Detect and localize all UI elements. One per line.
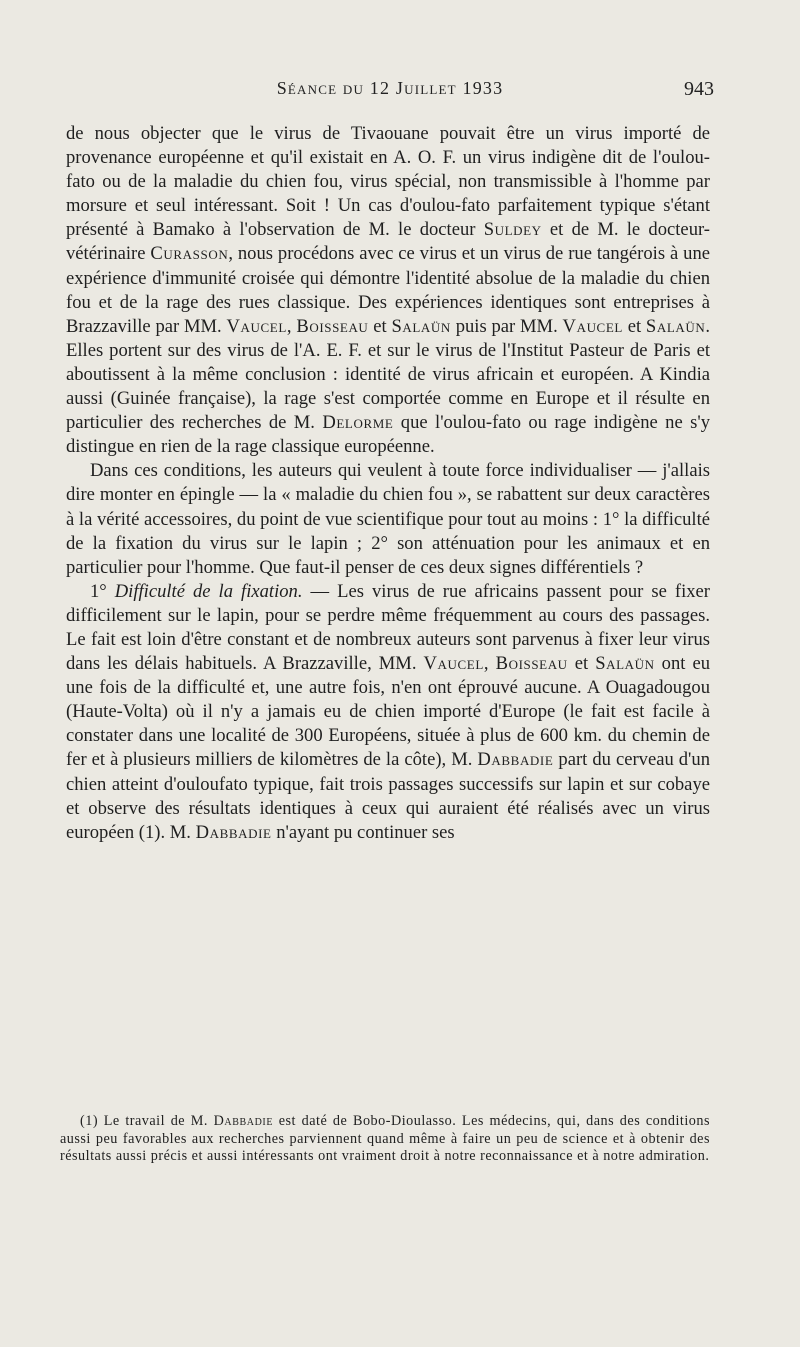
running-title: Séance du 12 Juillet 1933 [276, 78, 504, 98]
body-text [66, 122, 710, 845]
text-run: part du cerveau d'un chien atteint d'ouloufato typique, fait trois passages successifs sur lapin et sur cobaye et observe des résultats identiques à ceux qui auraient été réalisés avec un virus européen (1). M. [66, 749, 710, 843]
text-run: et [368, 315, 392, 337]
text-run: n'ayant pu continuer ses [271, 821, 455, 843]
text-run: et [567, 653, 596, 675]
author-name: Vaucel [226, 315, 287, 337]
footnote [60, 1113, 710, 1166]
text-run: puis par MM. [450, 315, 563, 337]
text-run: Dans ces conditions, les auteurs qui veulent à toute force individualiser — j'allais dire monter en épingle — la « maladie du chien fou », se rabattent sur deux caractères à la vérité accessoires, du point de vue scientifique pour tout au moins : 1° la difficulté de la fixation du virus sur le lapin ; 2° son atténuation pour les animaux et en particulier pour l'homme. Que faut-il penser de ces deux signes différentiels ? [66, 460, 710, 578]
text-run: que l'oulou-fato ou rage indigène ne s'y distingue en rien de la rage classique européenne. [66, 412, 710, 458]
author-name: Boisseau [495, 653, 568, 675]
author-name: Suldey [483, 219, 542, 241]
text-run: et [622, 315, 646, 337]
author-name: Curasson [150, 243, 229, 265]
text-run: et de M. le docteur-vétérinaire [66, 219, 710, 265]
text-run: (1) Le travail de M. [80, 1113, 214, 1129]
section-heading: Difficulté de la fixation. [114, 580, 303, 602]
text-run: de nous objecter que le virus de Tivaouane pouvait être un virus importé de provenance européenne et qu'il existait en A. O. F. un virus indigène dit de l'oulou-fato ou de la maladie du chien fou, virus spécial, non transmissible à l'homme par morsure et seul intéressant. Soit ! Un cas d'oulou-fato parfaitement typique s'étant présenté à Bamako à l'observation de M. le docteur [66, 123, 710, 241]
text-run: , nous procédons avec ce virus et un virus de rue tangérois à une expérience d'immunité croisée qui démontre l'identité absolue de la maladie du chien fou et de la rage des rues classique. Des expériences identiques sont entreprises à Brazzaville par MM. [66, 243, 710, 337]
paragraph-1 [66, 122, 710, 459]
author-name: Dabbadie [213, 1113, 274, 1129]
text-run: est daté de Bobo-Dioulasso. Les médecins, qui, dans des conditions aussi peu favorables aux recherches parviennent quand même à faire un peu de science et à obtenir des résultats aussi précis et aussi intéressants ont vraiment droit à notre reconnaissance et à notre admiration. [60, 1113, 710, 1165]
footnote-1 [60, 1113, 710, 1166]
paragraph-3 [66, 580, 710, 845]
running-header [66, 78, 714, 108]
section-number: 1° [90, 580, 115, 602]
author-name: Vaucel [423, 653, 484, 675]
page-number: 943 [684, 78, 714, 100]
text-run: — Les virus de rue africains passent pour se fixer difficilement sur le lapin, pour se perdre même fréquemment au cours des passages. Le fait est loin d'être constant et de nombreux auteurs sont parvenus à fixer leur virus dans les délais habituels. A Brazzaville, MM. [66, 580, 710, 675]
author-name: Dabbadie [195, 821, 272, 843]
paragraph-2 [66, 459, 710, 579]
text-run: , [483, 653, 496, 675]
text-run: . Elles portent sur des virus de l'A. E. F. et sur le virus de l'Institut Pasteur de Paris et aboutissent à la même conclusion : identité de virus africain et européen. A Kindia aussi (Guinée française), la rage s'est comportée comme en Europe et il résulte en particulier des recherches de M. [66, 315, 711, 434]
author-name: Dabbadie [477, 749, 554, 771]
author-name: Salaün [595, 653, 655, 675]
author-name: Boisseau [296, 315, 369, 337]
text-run: ont eu une fois de la difficulté et, une autre fois, n'en ont éprouvé aucune. A Ouagadougou (Haute-Volta) où il n'y a jamais eu de chien importé d'Europe (le fait est facile à constater dans une localité de 300 Européens, située à plus de 600 km. du chemin de fer et à plusieurs milliers de kilomètres de la côte), M. [66, 653, 711, 771]
author-name: Salaün [645, 315, 706, 337]
author-name: Delorme [322, 412, 394, 434]
author-name: Salaün [391, 315, 451, 337]
author-name: Vaucel [562, 315, 623, 337]
text-run: , [286, 315, 297, 337]
